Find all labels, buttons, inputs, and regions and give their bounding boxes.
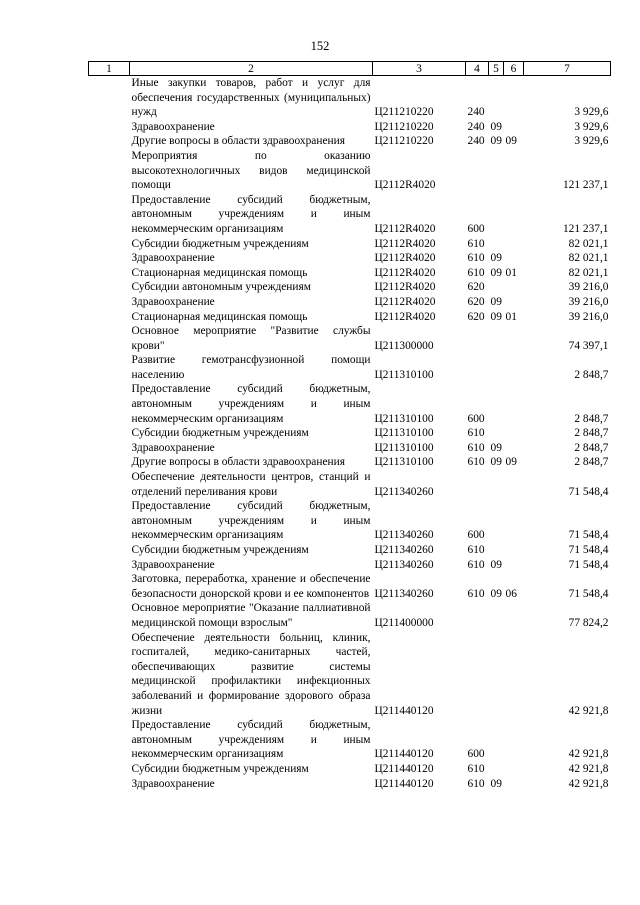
row-target-code: Ц211210220 bbox=[374, 106, 434, 119]
row-expense-type: 610 bbox=[467, 427, 485, 440]
row-name: Субсидии автономным учреждениям bbox=[131, 281, 311, 294]
row-amount: 71 548,4 bbox=[568, 558, 609, 571]
row-expense-type bbox=[466, 601, 489, 630]
row-name: Обеспечение деятельности центров, станций и отделений переливания крови bbox=[131, 471, 371, 498]
table-row bbox=[89, 353, 611, 382]
row-blank-cell bbox=[89, 237, 130, 252]
row-name: Предоставление субсидий бюджетным, автономным учреждениям и иным некоммерческим организациям bbox=[131, 500, 371, 542]
row-section bbox=[489, 324, 504, 353]
row-blank-cell bbox=[89, 134, 130, 149]
row-blank-cell bbox=[89, 382, 130, 426]
table-row bbox=[89, 470, 611, 499]
row-amount: 121 237,1 bbox=[562, 222, 609, 235]
row-subsection bbox=[504, 543, 524, 558]
row-expense-type: 600 bbox=[467, 412, 485, 425]
table-row bbox=[89, 149, 611, 193]
table-row bbox=[89, 631, 611, 719]
row-target-code: Ц211300000 bbox=[374, 339, 434, 352]
row-blank-cell bbox=[89, 251, 130, 266]
row-target-code: Ц211340260 bbox=[374, 485, 434, 498]
row-name: Субсидии бюджетным учреждениям bbox=[131, 762, 309, 775]
row-subsection bbox=[504, 470, 524, 499]
row-subsection: 01 bbox=[505, 266, 517, 279]
header-cell-2: 2 bbox=[130, 62, 373, 76]
row-name: Другие вопросы в области здравоохранения bbox=[131, 456, 345, 469]
row-blank-cell bbox=[89, 718, 130, 762]
row-blank-cell bbox=[89, 631, 130, 719]
row-section bbox=[489, 353, 504, 382]
row-amount: 121 237,1 bbox=[562, 179, 609, 192]
row-subsection bbox=[504, 193, 524, 237]
table-row bbox=[89, 572, 611, 601]
table-row bbox=[89, 601, 611, 630]
row-section: 09 bbox=[490, 558, 502, 571]
row-amount: 3 929,6 bbox=[574, 106, 609, 119]
row-amount: 71 548,4 bbox=[568, 529, 609, 542]
row-target-code: Ц211440120 bbox=[374, 748, 434, 761]
row-section bbox=[489, 718, 504, 762]
row-name: Предоставление субсидий бюджетным, автономным учреждениям и иным некоммерческим организациям bbox=[131, 719, 371, 761]
row-name: Субсидии бюджетным учреждениям bbox=[131, 237, 309, 250]
row-target-code: Ц2112R4020 bbox=[374, 222, 436, 235]
table-row bbox=[89, 251, 611, 266]
row-amount: 3 929,6 bbox=[574, 120, 609, 133]
row-expense-type: 610 bbox=[467, 587, 485, 600]
row-expense-type bbox=[466, 470, 489, 499]
row-expense-type bbox=[466, 631, 489, 719]
row-name: Здравоохранение bbox=[131, 252, 215, 265]
row-amount: 71 548,4 bbox=[568, 485, 609, 498]
table-row bbox=[89, 382, 611, 426]
row-amount: 2 848,7 bbox=[574, 412, 609, 425]
row-name: Стационарная медицинская помощь bbox=[131, 310, 308, 323]
row-expense-type: 610 bbox=[467, 441, 485, 454]
row-blank-cell bbox=[89, 572, 130, 601]
table-row bbox=[89, 120, 611, 135]
table-row bbox=[89, 310, 611, 325]
row-subsection bbox=[504, 601, 524, 630]
row-expense-type bbox=[466, 149, 489, 193]
row-subsection bbox=[504, 120, 524, 135]
header-row bbox=[89, 62, 611, 76]
row-section: 09 bbox=[490, 587, 502, 600]
row-name: Другие вопросы в области здравоохранения bbox=[131, 135, 345, 148]
row-section bbox=[489, 280, 504, 295]
table-row bbox=[89, 237, 611, 252]
row-section: 09 bbox=[490, 135, 502, 148]
row-name: Здравоохранение bbox=[131, 441, 215, 454]
row-name: Заготовка, переработка, хранение и обеспечение безопасности донорской крови и ее компонентов bbox=[131, 573, 371, 600]
row-section bbox=[489, 543, 504, 558]
row-section: 09 bbox=[490, 252, 502, 265]
table-row bbox=[89, 543, 611, 558]
row-target-code: Ц2112R4020 bbox=[374, 310, 436, 323]
row-expense-type: 240 bbox=[467, 106, 485, 119]
row-blank-cell bbox=[89, 543, 130, 558]
row-expense-type: 600 bbox=[467, 748, 485, 761]
row-amount: 39 216,0 bbox=[568, 310, 609, 323]
row-name: Иные закупки товаров, работ и услуг для обеспечения государственных (муниципальных) нужд bbox=[131, 77, 371, 119]
row-subsection bbox=[504, 149, 524, 193]
row-name: Предоставление субсидий бюджетным, автономным учреждениям и иным некоммерческим организациям bbox=[131, 383, 371, 425]
row-target-code: Ц211400000 bbox=[374, 616, 434, 629]
table-row bbox=[89, 455, 611, 470]
row-section bbox=[489, 76, 504, 120]
row-name: Здравоохранение bbox=[131, 295, 215, 308]
row-blank-cell bbox=[89, 441, 130, 456]
row-blank-cell bbox=[89, 76, 130, 120]
row-subsection bbox=[504, 295, 524, 310]
header-cell-6: 6 bbox=[504, 62, 524, 76]
row-subsection bbox=[504, 631, 524, 719]
row-target-code: Ц2112R4020 bbox=[374, 179, 436, 192]
row-subsection bbox=[504, 499, 524, 543]
row-amount: 3 929,6 bbox=[574, 135, 609, 148]
header-cell-3: 3 bbox=[373, 62, 466, 76]
row-amount: 42 921,8 bbox=[568, 762, 609, 775]
row-subsection bbox=[504, 382, 524, 426]
row-expense-type: 600 bbox=[467, 529, 485, 542]
row-target-code: Ц211310100 bbox=[374, 412, 434, 425]
row-name: Стационарная медицинская помощь bbox=[131, 266, 308, 279]
row-amount: 2 848,7 bbox=[574, 427, 609, 440]
row-section bbox=[489, 237, 504, 252]
row-subsection bbox=[504, 237, 524, 252]
row-target-code: Ц2112R4020 bbox=[374, 237, 436, 250]
row-subsection: 06 bbox=[505, 587, 517, 600]
row-subsection: 09 bbox=[505, 456, 517, 469]
row-name: Здравоохранение bbox=[131, 120, 215, 133]
row-name: Предоставление субсидий бюджетным, автономным учреждениям и иным некоммерческим организациям bbox=[131, 193, 371, 235]
row-expense-type: 240 bbox=[467, 135, 485, 148]
row-blank-cell bbox=[89, 601, 130, 630]
row-amount: 2 848,7 bbox=[574, 456, 609, 469]
row-section: 09 bbox=[490, 266, 502, 279]
row-blank-cell bbox=[89, 558, 130, 573]
table-row bbox=[89, 426, 611, 441]
row-target-code: Ц211210220 bbox=[374, 135, 434, 148]
row-expense-type: 610 bbox=[467, 252, 485, 265]
row-name: Обеспечение деятельности больниц, клиник, госпиталей, медико-санитарных частей, обеспечивающих развитие системы медицинской профилактики инфекционных заболеваний и формирование здорового образа жизни bbox=[131, 631, 371, 717]
table-row bbox=[89, 134, 611, 149]
table-row bbox=[89, 193, 611, 237]
row-blank-cell bbox=[89, 762, 130, 777]
row-subsection bbox=[504, 324, 524, 353]
row-amount: 71 548,4 bbox=[568, 544, 609, 556]
row-section: 09 bbox=[490, 310, 502, 323]
row-amount: 39 216,0 bbox=[568, 295, 609, 308]
row-target-code: Ц211310100 bbox=[374, 456, 434, 469]
row-amount: 2 848,7 bbox=[574, 441, 609, 454]
row-subsection bbox=[504, 718, 524, 762]
row-section bbox=[489, 499, 504, 543]
row-section: 09 bbox=[490, 295, 502, 308]
row-section bbox=[489, 426, 504, 441]
row-section bbox=[489, 470, 504, 499]
table-body bbox=[89, 76, 611, 792]
row-expense-type: 600 bbox=[467, 222, 485, 235]
row-amount: 39 216,0 bbox=[568, 281, 609, 294]
row-blank-cell bbox=[89, 266, 130, 281]
row-amount: 82 021,1 bbox=[568, 252, 609, 265]
row-blank-cell bbox=[89, 120, 130, 135]
row-expense-type: 240 bbox=[467, 120, 485, 133]
row-target-code: Ц211340260 bbox=[374, 558, 434, 571]
row-amount: 74 397,1 bbox=[568, 339, 609, 352]
row-section bbox=[489, 762, 504, 777]
row-subsection bbox=[504, 353, 524, 382]
row-blank-cell bbox=[89, 426, 130, 441]
row-name: Мероприятия по оказанию высокотехнологичных видов медицинской помощи bbox=[131, 149, 371, 192]
row-section: 09 bbox=[490, 456, 502, 469]
row-amount: 77 824,2 bbox=[568, 616, 609, 629]
row-amount: 42 921,8 bbox=[568, 704, 609, 717]
row-target-code: Ц211440120 bbox=[374, 704, 434, 717]
row-expense-type: 610 bbox=[467, 544, 485, 556]
row-amount: 82 021,1 bbox=[568, 237, 609, 250]
table-row bbox=[89, 76, 611, 120]
row-subsection bbox=[504, 251, 524, 266]
row-amount: 42 921,8 bbox=[568, 748, 609, 761]
row-subsection: 09 bbox=[505, 135, 517, 148]
row-blank-cell bbox=[89, 324, 130, 353]
row-expense-type: 610 bbox=[467, 266, 485, 279]
row-target-code: Ц2112R4020 bbox=[374, 281, 436, 294]
row-blank-cell bbox=[89, 499, 130, 543]
row-section bbox=[489, 601, 504, 630]
row-subsection bbox=[504, 280, 524, 295]
row-amount: 71 548,4 bbox=[568, 587, 609, 600]
row-amount: 2 848,7 bbox=[574, 368, 609, 381]
header-cell-5: 5 bbox=[489, 62, 504, 76]
row-expense-type: 610 bbox=[467, 762, 485, 775]
row-blank-cell bbox=[89, 777, 130, 792]
row-expense-type: 620 bbox=[467, 281, 485, 294]
row-blank-cell bbox=[89, 353, 130, 382]
row-subsection bbox=[504, 762, 524, 777]
row-name: Основное мероприятие "Оказание паллиативной медицинской помощи взрослым" bbox=[131, 602, 371, 629]
row-target-code: Ц211310100 bbox=[374, 441, 434, 454]
row-name: Здравоохранение bbox=[131, 777, 215, 790]
table-row bbox=[89, 324, 611, 353]
header-cell-4: 4 bbox=[466, 62, 489, 76]
budget-table bbox=[88, 61, 611, 791]
table-row bbox=[89, 441, 611, 456]
row-target-code: Ц211440120 bbox=[374, 762, 434, 775]
row-section bbox=[489, 631, 504, 719]
row-target-code: Ц211340260 bbox=[374, 587, 434, 600]
row-target-code: Ц211340260 bbox=[374, 529, 434, 542]
row-target-code: Ц2112R4020 bbox=[374, 266, 436, 279]
row-subsection bbox=[504, 426, 524, 441]
page-number: 152 bbox=[310, 39, 330, 53]
table-row bbox=[89, 295, 611, 310]
row-amount: 42 921,8 bbox=[568, 777, 609, 790]
row-expense-type: 620 bbox=[467, 295, 485, 308]
row-blank-cell bbox=[89, 280, 130, 295]
table-row bbox=[89, 266, 611, 281]
row-name: Здравоохранение bbox=[131, 558, 215, 571]
row-subsection bbox=[504, 558, 524, 573]
row-section: 09 bbox=[490, 120, 502, 133]
row-amount: 82 021,1 bbox=[568, 266, 609, 279]
row-expense-type: 620 bbox=[467, 310, 485, 323]
table-row bbox=[89, 777, 611, 792]
row-subsection bbox=[504, 441, 524, 456]
header-cell-1: 1 bbox=[89, 62, 130, 76]
table-row bbox=[89, 762, 611, 777]
row-section: 09 bbox=[490, 441, 502, 454]
table-row bbox=[89, 718, 611, 762]
row-blank-cell bbox=[89, 193, 130, 237]
table-row bbox=[89, 280, 611, 295]
row-blank-cell bbox=[89, 295, 130, 310]
row-section bbox=[489, 149, 504, 193]
row-subsection bbox=[504, 76, 524, 120]
row-blank-cell bbox=[89, 149, 130, 193]
table-row bbox=[89, 499, 611, 543]
row-section: 09 bbox=[490, 777, 502, 790]
row-target-code: Ц2112R4020 bbox=[374, 295, 436, 308]
row-target-code: Ц2112R4020 bbox=[374, 252, 436, 265]
row-blank-cell bbox=[89, 310, 130, 325]
row-target-code: Ц211210220 bbox=[374, 120, 434, 133]
row-expense-type: 610 bbox=[467, 777, 485, 790]
row-blank-cell bbox=[89, 470, 130, 499]
row-subsection: 01 bbox=[505, 310, 517, 323]
row-name: Развитие гемотрансфузионной помощи населению bbox=[131, 354, 371, 381]
row-target-code: Ц211310100 bbox=[374, 368, 434, 381]
header-cell-7: 7 bbox=[524, 62, 611, 76]
row-name: Субсидии бюджетным учреждениям bbox=[131, 427, 309, 440]
row-subsection bbox=[504, 777, 524, 792]
row-name: Основное мероприятие "Развитие службы крови" bbox=[131, 325, 371, 352]
row-expense-type: 610 bbox=[467, 456, 485, 469]
row-blank-cell bbox=[89, 455, 130, 470]
row-section bbox=[489, 382, 504, 426]
row-expense-type bbox=[466, 353, 489, 382]
row-target-code: Ц211340260 bbox=[374, 544, 434, 556]
table-row bbox=[89, 558, 611, 573]
row-name: Субсидии бюджетным учреждениям bbox=[131, 544, 309, 556]
row-expense-type bbox=[466, 324, 489, 353]
row-target-code: Ц211440120 bbox=[374, 777, 434, 790]
row-section bbox=[489, 193, 504, 237]
row-expense-type: 610 bbox=[467, 558, 485, 571]
row-target-code: Ц211310100 bbox=[374, 427, 434, 440]
row-expense-type: 610 bbox=[467, 237, 485, 250]
